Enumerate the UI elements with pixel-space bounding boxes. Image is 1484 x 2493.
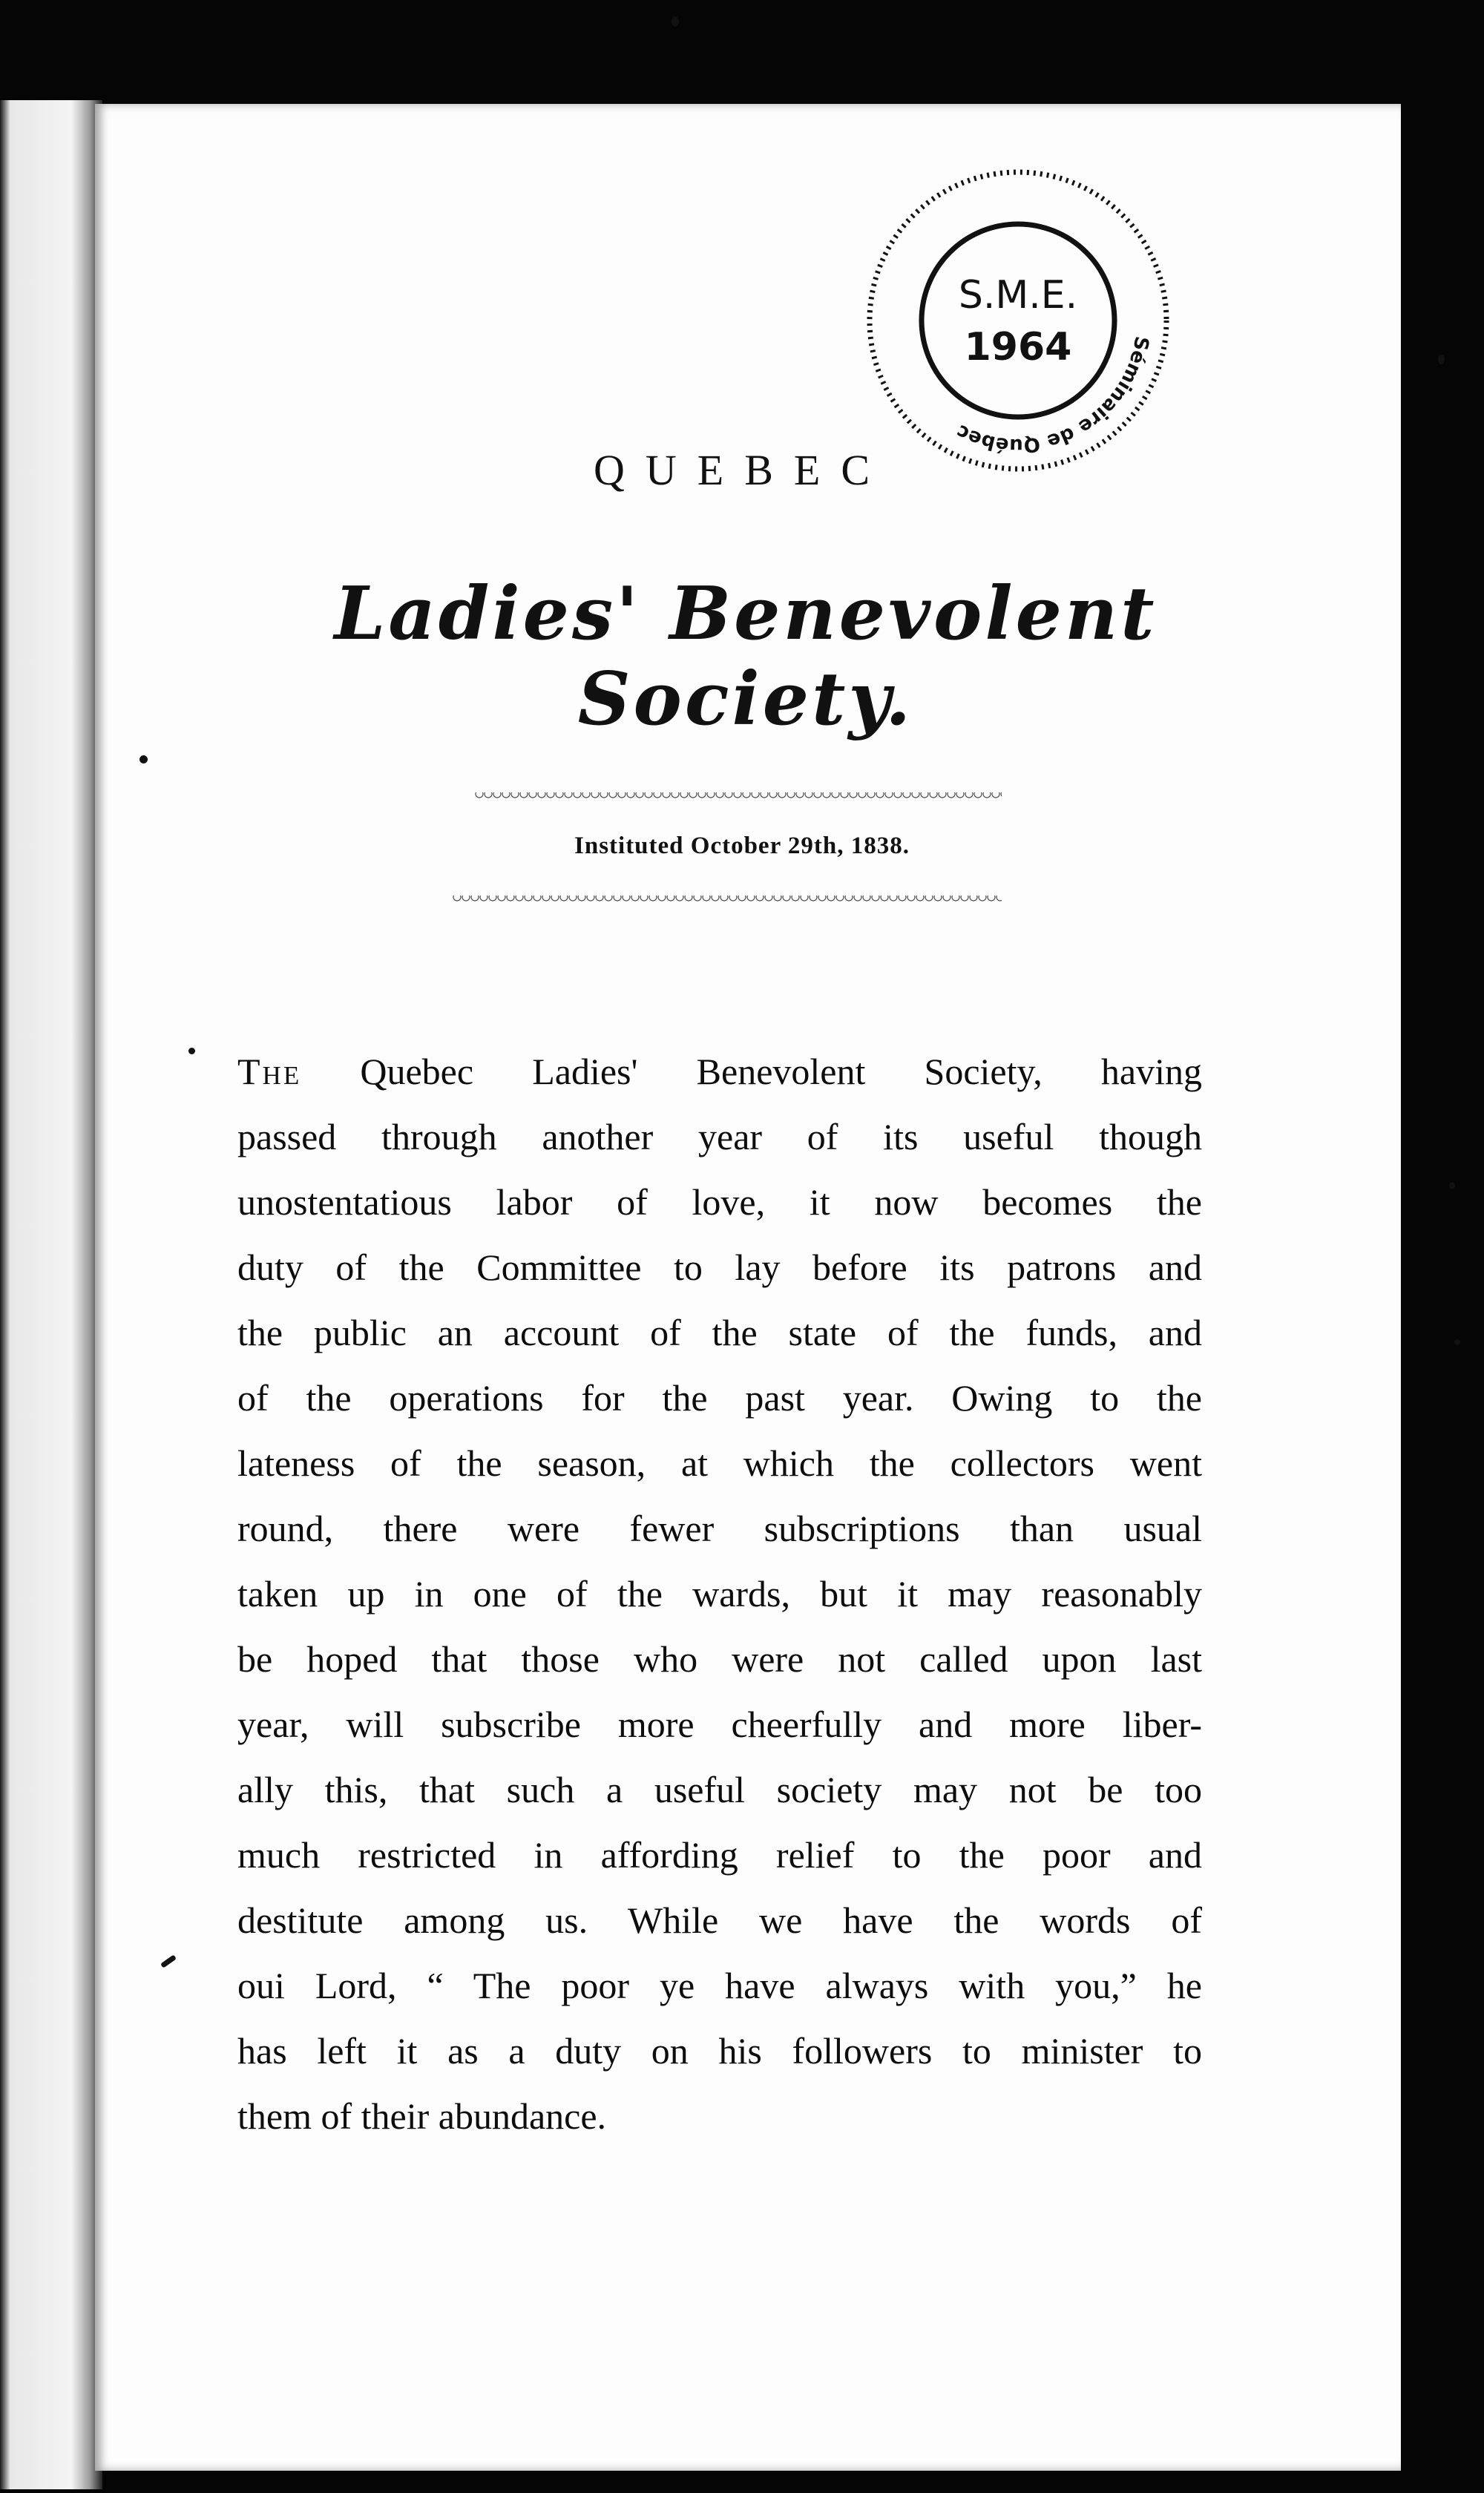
body-paragraph xyxy=(237,1039,1202,2149)
body-line: duty of the Committee to lay before its patrons and xyxy=(237,1246,1202,1288)
stray-dot xyxy=(139,755,148,763)
body-line: much restricted in affording relief to the poor and xyxy=(237,1834,1202,1876)
stray-dot xyxy=(1449,1182,1455,1189)
stamp-ring-text: Séminaire de Québec xyxy=(953,334,1153,457)
stray-dot xyxy=(188,1048,195,1054)
city-heading: QUEBEC xyxy=(594,446,890,494)
body-line: the public an account of the state of the funds, and xyxy=(237,1312,1202,1353)
stray-dot xyxy=(1438,355,1445,364)
stray-dot xyxy=(672,16,679,27)
body-line: The Quebec Ladies' Benevolent Society, having xyxy=(237,1051,1202,1092)
body-line: them of their abundance. xyxy=(237,2095,607,2137)
body-line: year, will subscribe more cheerfully and more liber- xyxy=(237,1704,1202,1745)
body-line: round, there were fewer subscriptions than usual xyxy=(237,1508,1202,1549)
body-line: destitute among us. While we have the words of xyxy=(237,1899,1202,1941)
body-line: oui Lord, “ The poor ye have always with you,” he xyxy=(237,1965,1202,2006)
stray-dot xyxy=(1454,1339,1460,1345)
body-line: has left it as a duty on his followers to minister to xyxy=(237,2030,1202,2072)
library-stamp xyxy=(857,160,1180,482)
body-line: ally this, that such a useful society may not be too xyxy=(237,1769,1202,1810)
body-line: taken up in one of the wards, but it may reasonably xyxy=(237,1573,1202,1615)
body-line: of the operations for the past year. Owing to the xyxy=(237,1377,1202,1419)
body-line: lateness of the season, at which the collectors went xyxy=(237,1442,1202,1484)
wavy-rule-top xyxy=(475,792,1002,803)
instituted-date: Instituted October 29th, 1838. xyxy=(574,832,910,859)
lead-word: The xyxy=(237,1051,302,1092)
wavy-rule-bottom xyxy=(453,896,1002,906)
society-title: Ladies' Benevolent Society. xyxy=(334,571,1158,742)
body-line: passed through another year of its useful though xyxy=(237,1116,1202,1157)
body-line: unostentatious labor of love, it now becomes the xyxy=(237,1181,1202,1223)
stamp-line-1: S.M.E. xyxy=(958,273,1078,318)
stamp-line-2: 1964 xyxy=(964,325,1072,369)
body-line: be hoped that those who were not called upon last xyxy=(237,1638,1202,1680)
